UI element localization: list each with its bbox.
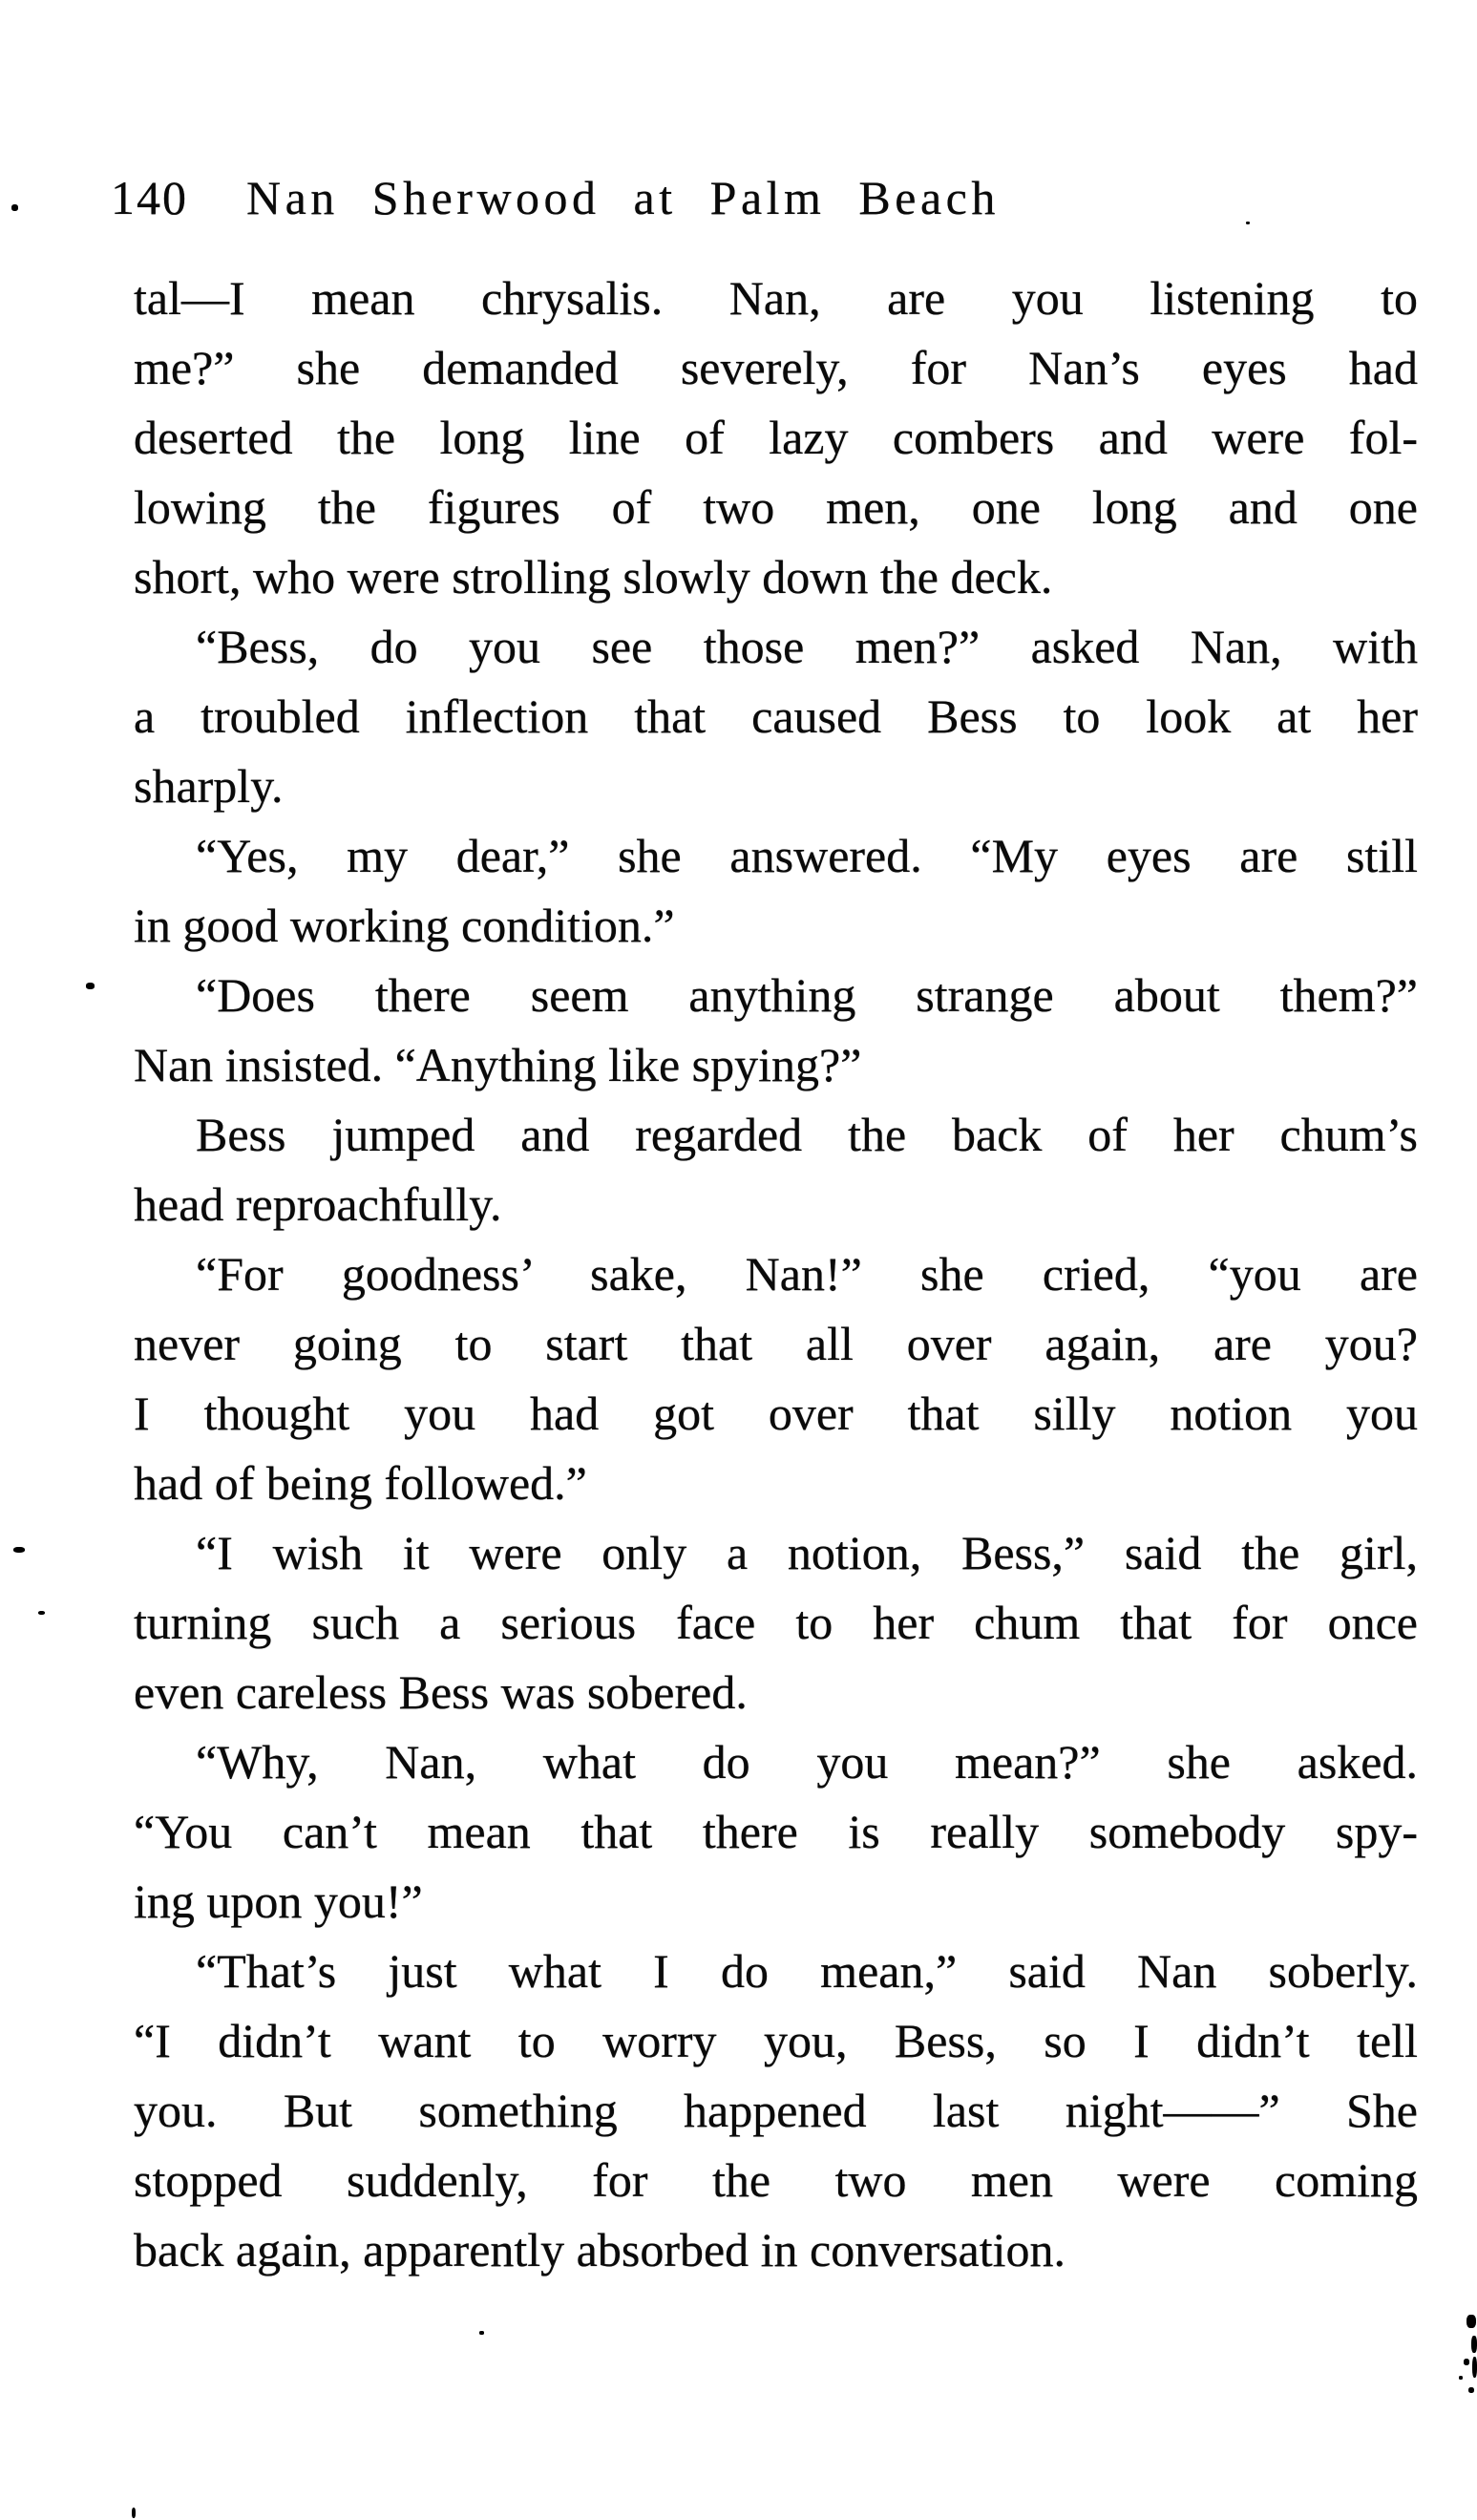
text-line: had of being followed.”: [134, 1456, 587, 1510]
text-line: “Yes, my dear,” she answered. “My eyes are still: [196, 829, 1418, 882]
text-line: Nan insisted. “Anything like spying?”: [134, 1038, 862, 1091]
scan-speck: [1459, 2376, 1463, 2380]
text-line: me?” she demanded severely, for Nan’s eyes had: [134, 341, 1418, 394]
text-line: “I wish it were only a notion, Bess,” said the girl,: [196, 1526, 1418, 1579]
scan-speck: [1468, 2387, 1474, 2393]
scan-speck: [132, 2508, 136, 2518]
body-text: [134, 264, 1418, 2285]
text-line: “That’s just what I do mean,” said Nan soberly.: [196, 1944, 1418, 1998]
scan-speck: [38, 1611, 45, 1615]
text-line: you. But something happened last night——” She: [134, 2084, 1418, 2137]
text-line: “Does there seem anything strange about them?”: [196, 968, 1418, 1022]
text-line: I thought you had got over that silly notion you: [134, 1387, 1418, 1440]
scan-speck: [1466, 2315, 1476, 2328]
text-line: “I didn’t want to worry you, Bess, so I didn’t tell: [134, 2014, 1418, 2067]
text-line: “Why, Nan, what do you mean?” she asked.: [196, 1735, 1418, 1789]
text-line: Bess jumped and regarded the back of her chum’s: [196, 1108, 1418, 1161]
text-line: ing upon you!”: [134, 1874, 423, 1928]
text-line: never going to start that all over again, are you?: [134, 1317, 1418, 1370]
text-line: in good working condition.”: [134, 899, 675, 952]
text-line: turning such a serious face to her chum that for once: [134, 1596, 1418, 1649]
running-head: [0, 172, 1477, 229]
scan-speck: [1471, 2336, 1477, 2353]
text-line: “You can’t mean that there is really somebody spy-: [134, 1805, 1418, 1858]
scan-speck: [1246, 222, 1250, 224]
text-line: back again, apparently absorbed in conversation.: [134, 2223, 1066, 2276]
text-line: tal—I mean chrysalis. Nan, are you listening to: [134, 271, 1418, 325]
page-title: Nan Sherwood at Palm Beach: [246, 171, 1000, 224]
text-line: even careless Bess was sobered.: [134, 1665, 748, 1719]
scan-speck: [11, 204, 18, 211]
scan-speck: [13, 1547, 25, 1553]
text-line: head reproachfully.: [134, 1177, 502, 1231]
text-line: sharply.: [134, 759, 284, 813]
scan-speck: [479, 2331, 484, 2335]
text-line: deserted the long line of lazy combers and were fol-: [134, 411, 1418, 464]
page-number: 140: [111, 171, 188, 224]
text-line: a troubled inflection that caused Bess to look at her: [134, 689, 1418, 743]
text-line: “For goodness’ sake, Nan!” she cried, “you are: [196, 1247, 1418, 1301]
text-line: stopped suddenly, for the two men were coming: [134, 2153, 1418, 2207]
scan-speck: [1464, 2359, 1469, 2365]
text-line: short, who were strolling slowly down the deck.: [134, 550, 1053, 604]
text-line: lowing the figures of two men, one long and one: [134, 480, 1418, 534]
text-line: “Bess, do you see those men?” asked Nan, with: [196, 620, 1418, 673]
scan-speck: [1472, 2357, 1477, 2378]
scan-speck: [86, 983, 95, 989]
